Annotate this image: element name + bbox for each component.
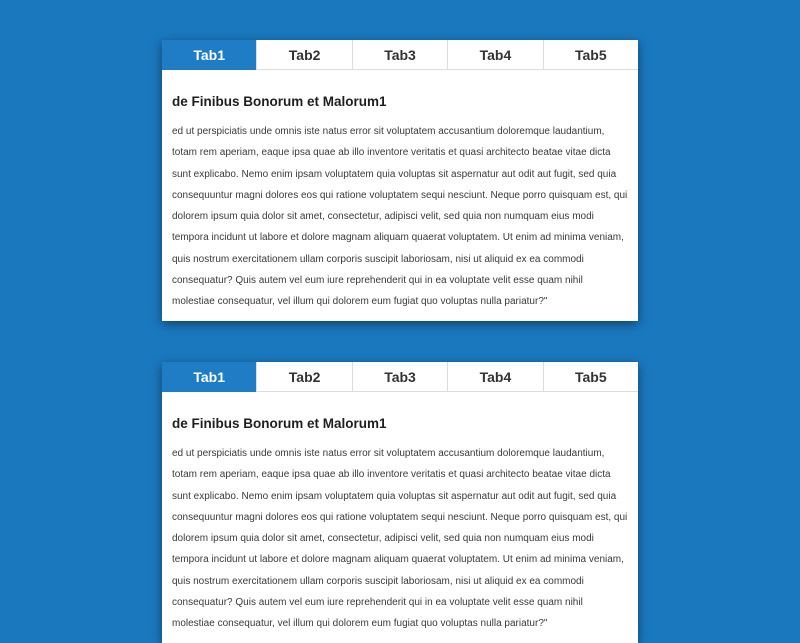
tab-tab5[interactable]: Tab5 xyxy=(543,362,638,392)
panel-title: de Finibus Bonorum et Malorum1 xyxy=(172,94,387,109)
tabs-widget-2 xyxy=(162,362,638,643)
tab-tab1[interactable]: Tab1 xyxy=(162,362,256,392)
tab-tab2[interactable]: Tab2 xyxy=(256,40,351,70)
tab-panel xyxy=(162,392,638,643)
tabs-widget-1 xyxy=(162,40,638,321)
panel-body: ed ut perspiciatis unde omnis iste natus error sit voluptatem accusantium doloremque laudantium, totam rem aperiam, eaque ipsa quae ab illo inventore veritatis et quasi architecto beatae vitae dicta sunt explicabo. Nemo enim ipsam voluptatem quia voluptas sit aspernatur aut odit aut fugit, sed quia consequuntur magni dolores eos qui ratione voluptatem sequi nesciunt. Neque porro quisquam est, qui dolorem ipsum quia dolor sit amet, consectetur, adipisci velit, sed quia non numquam eius modi tempora incidunt ut labore et dolore magnam aliquam quaerat voluptatem. Ut enim ad minima veniam, quis nostrum exercitationem ullam corporis suscipit laboriosam, nisi ut aliquid ex ea commodi consequatur? Quis autem vel eum iure reprehenderit qui in ea voluptate velit esse quam nihil molestiae consequatur, vel illum qui dolorem eum fugiat quo voluptas nulla pariatur?" xyxy=(172,126,628,308)
tab-tab3[interactable]: Tab3 xyxy=(352,40,447,70)
tab-tab1[interactable]: Tab1 xyxy=(162,40,256,70)
tab-bar xyxy=(162,40,638,70)
tab-tab5[interactable]: Tab5 xyxy=(543,40,638,70)
tab-panel xyxy=(162,70,638,321)
page-background xyxy=(0,40,800,630)
panel-body: ed ut perspiciatis unde omnis iste natus error sit voluptatem accusantium doloremque laudantium, totam rem aperiam, eaque ipsa quae ab illo inventore veritatis et quasi architecto beatae vitae dicta sunt explicabo. Nemo enim ipsam voluptatem quia voluptas sit aspernatur aut odit aut fugit, sed quia consequuntur magni dolores eos qui ratione voluptatem sequi nesciunt. Neque porro quisquam est, qui dolorem ipsum quia dolor sit amet, consectetur, adipisci velit, sed quia non numquam eius modi tempora incidunt ut labore et dolore magnam aliquam quaerat voluptatem. Ut enim ad minima veniam, quis nostrum exercitationem ullam corporis suscipit laboriosam, nisi ut aliquid ex ea commodi consequatur? Quis autem vel eum iure reprehenderit qui in ea voluptate velit esse quam nihil molestiae consequatur, vel illum qui dolorem eum fugiat quo voluptas nulla pariatur?" xyxy=(172,448,628,630)
panel-title: de Finibus Bonorum et Malorum1 xyxy=(172,416,387,431)
tab-tab4[interactable]: Tab4 xyxy=(447,40,542,70)
tab-tab4[interactable]: Tab4 xyxy=(447,362,542,392)
tab-tab3[interactable]: Tab3 xyxy=(352,362,447,392)
tab-bar xyxy=(162,362,638,392)
tab-tab2[interactable]: Tab2 xyxy=(256,362,351,392)
